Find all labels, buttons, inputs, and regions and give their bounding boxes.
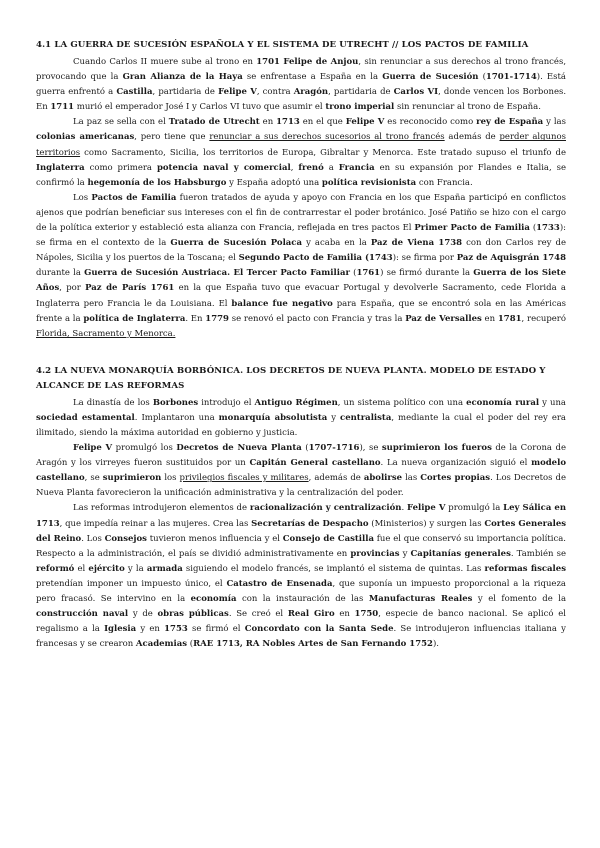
text-run: , que impedía reinar a las mujeres. Crea las xyxy=(59,518,252,529)
text-run: , partidaria de xyxy=(152,87,219,98)
text-run: ). xyxy=(432,639,439,650)
bold-text: balance fue negativo xyxy=(231,298,333,309)
section-heading-4-1: 4.1 LA GUERRA DE SUCESIÓN ESPAÑOLA Y EL SISTEMA DE UTRECHT // LOS PACTOS DE FAMILIA xyxy=(36,40,529,50)
bold-text: Paz de Aquisgrán 1748 xyxy=(456,253,566,264)
text-run: y las xyxy=(543,117,566,128)
underlined-text: privilegios fiscales y militares xyxy=(179,473,309,484)
text-run: . También se xyxy=(510,548,566,559)
bold-text: 1753 xyxy=(164,624,188,635)
bold-text: frenó xyxy=(298,162,324,173)
text-run: como primera xyxy=(84,162,157,173)
section-heading-4-2: 4.2 LA NUEVA MONARQUÍA BORBÓNICA. LOS DECRETOS DE NUEVA PLANTA. MODELO DE ESTADO Y ALCANCE DE LAS REFORMAS xyxy=(36,365,546,391)
text-run: . Se introdujeron influencias italiana y francesas y se crearon xyxy=(36,624,566,650)
bold-text: reformó xyxy=(36,563,75,574)
bold-text: Paz de Versalles xyxy=(405,313,482,324)
bold-text: Castilla xyxy=(116,87,153,98)
text-run: en xyxy=(481,313,498,324)
text-run: se enfrentase a España en la xyxy=(242,72,383,83)
text-run: a xyxy=(323,162,339,173)
text-run: ( xyxy=(478,72,486,83)
paragraph-bourbon-dynasty xyxy=(36,396,566,441)
bold-text: Tratado de Utrecht xyxy=(168,117,260,128)
bold-text: abolirse xyxy=(363,473,403,484)
text-run: y una xyxy=(539,397,566,408)
underlined-text: perder algunos territorios xyxy=(36,132,566,158)
bold-text: Aragón xyxy=(293,87,329,98)
paragraph-succession-war xyxy=(36,55,566,115)
bold-text: potencia naval y comercial xyxy=(156,162,291,173)
text-run: es reconocido como xyxy=(384,117,477,128)
text-run: y la xyxy=(124,563,147,574)
bold-text: obras públicas xyxy=(157,609,229,620)
text-run: con Francia. xyxy=(416,177,473,188)
text-run: . xyxy=(401,503,407,514)
text-run: , sin renunciar a sus derechos al trono francés, provocando que la xyxy=(36,57,567,83)
text-run: ): se firma por xyxy=(392,253,457,264)
text-run: (Ministerios) y surgen las xyxy=(368,518,485,529)
text-run: y de xyxy=(128,609,158,620)
text-run: . Los xyxy=(81,533,105,544)
bold-text: modelo castellano xyxy=(36,458,566,484)
bold-text: Felipe V xyxy=(407,503,446,514)
text-run: en xyxy=(334,609,355,620)
text-run: , mediante la cual el poder del rey era ilimitado, siendo la máxima autoridad en gobierno y justicia. xyxy=(36,412,566,438)
text-run: , partidaria de xyxy=(328,87,394,98)
bold-text: Capitán General castellano xyxy=(249,458,381,469)
bold-text: suprimieron xyxy=(102,473,162,484)
paragraph-nueva-planta xyxy=(36,441,566,501)
bold-text: 1701-1714 xyxy=(485,72,537,83)
text-run: , se xyxy=(84,473,103,484)
text-run: Las reformas introdujeron elementos de xyxy=(73,503,250,514)
bold-text: 1761 xyxy=(356,268,381,279)
text-run: . Implantaron una xyxy=(134,412,219,423)
text-run: además de xyxy=(444,132,500,143)
text-run: las xyxy=(402,473,421,484)
bold-text: Francia xyxy=(338,162,375,173)
bold-text: Paz de Viena 1738 xyxy=(370,238,463,249)
bold-text: Felipe V xyxy=(218,87,257,98)
bold-text: Cortes Generales del Reino xyxy=(36,518,567,544)
text-run: de la Corona de Aragón y los virreyes fueron sustituidos por un xyxy=(36,443,566,469)
bold-text: centralista xyxy=(340,412,392,423)
text-run: con don Carlos rey de Nápoles, Sicilia y los puertos de la Toscana; el xyxy=(36,238,566,264)
text-run: ) se firmó durante la xyxy=(380,268,474,279)
text-run: , especie de banco nacional. Se aplicó el regalismo a la xyxy=(36,609,566,635)
text-run: . La nueva organización siguió el xyxy=(380,458,532,469)
bold-text: Guerra de Sucesión Polaca xyxy=(170,238,302,249)
bold-text: colonias americanas xyxy=(36,132,135,143)
bold-text: 1779 xyxy=(205,313,229,324)
text-run: , que suponía un impuesto proporcional a la riqueza pero fracasó. Se intervino en la xyxy=(36,578,567,604)
text-run: ). Está guerra enfrentó a xyxy=(36,72,566,98)
text-run: murió el emperador José I y Carlos VI tuvo que asumir el xyxy=(74,102,326,113)
bold-text: Concordato con la Santa Sede xyxy=(244,624,394,635)
bold-text: Real Giro xyxy=(287,609,335,620)
bold-text: suprimieron los fueros xyxy=(381,443,492,454)
bold-text: 1750 xyxy=(354,609,379,620)
text-run: y xyxy=(327,412,341,423)
text-run: se renovó el pacto con Francia y tras la xyxy=(228,313,406,324)
bold-text: 1707-1716 xyxy=(308,443,360,454)
bold-text: armada xyxy=(146,563,183,574)
bold-text: 1701 Felipe de Anjou xyxy=(256,57,359,67)
bold-text: Guerra de los Siete Años xyxy=(36,268,566,294)
text-run: ), se xyxy=(359,443,382,454)
paragraph-treaty-utrecht xyxy=(36,115,566,190)
bold-text: Academias xyxy=(135,639,188,650)
bold-text: monarquía absolutista xyxy=(218,412,328,423)
text-run: sin renunciar al trono de España. xyxy=(394,102,541,113)
bold-text: economía rural xyxy=(466,397,540,408)
bold-text: Ley Sálica en 1713 xyxy=(36,503,567,529)
underlined-text: renunciar a sus derechos sucesorios al trono francés xyxy=(209,132,445,143)
text-run: tuvieron menos influencia y el xyxy=(146,533,283,544)
text-run: para España, que se encontró sola en las Américas frente a la xyxy=(36,298,567,324)
bold-text: 1781 xyxy=(497,313,522,324)
text-run: , contra xyxy=(256,87,294,98)
bold-text: RAE 1713, RA Nobles Artes de San Fernando 1752 xyxy=(193,639,433,650)
text-run: y España adoptó una xyxy=(226,177,322,188)
bold-text: trono imperial xyxy=(325,102,395,113)
text-run: durante la xyxy=(36,268,85,279)
bold-text: Antiguo Régimen xyxy=(254,397,338,408)
bold-text: rey de España xyxy=(476,117,544,128)
bold-text: Consejos xyxy=(104,533,147,544)
bold-text: 1713 xyxy=(276,117,300,128)
text-run: con la instauración de las xyxy=(236,594,369,604)
text-run: se firmó el xyxy=(187,624,245,635)
text-run: y el fomento de la xyxy=(472,594,567,604)
bold-text: Guerra de Sucesión Austriaca. El Tercer Pacto Familiar xyxy=(84,268,350,279)
bold-text: Inglaterra xyxy=(36,162,85,173)
text-run: ( xyxy=(301,443,309,454)
bold-text: Consejo de Castilla xyxy=(282,533,374,544)
text-run: en el que xyxy=(299,117,346,128)
text-run: , donde vencen los Borbones. En xyxy=(36,87,567,113)
text-run: , además de xyxy=(308,473,364,484)
bold-text: Felipe V xyxy=(73,443,113,454)
bold-text: 1711 xyxy=(50,102,75,113)
bold-text: racionalización y centralización xyxy=(249,503,402,514)
text-run: . Los Decretos de Nueva Planta favorecieron la unificación administrativa y la centralización del poder. xyxy=(36,473,566,499)
text-run: , por xyxy=(59,283,86,294)
text-run: en xyxy=(259,117,277,128)
text-run: y acaba en la xyxy=(302,238,371,249)
text-run: ( xyxy=(349,268,357,279)
text-run: promulgó la xyxy=(445,503,504,514)
text-run: el xyxy=(74,563,89,574)
text-run: , recuperó xyxy=(521,313,566,324)
text-run: ): se firma en el contexto de la xyxy=(36,223,566,249)
bold-text: 1733 xyxy=(536,223,560,234)
text-run: en la que España tuvo que evacuar Portugal y devolverle Sacramento, cede Florida a Inglaterra pero Francia le da Louisiana. El xyxy=(36,283,566,309)
text-run: , pero tiene que xyxy=(134,132,210,143)
bold-text: reformas fiscales xyxy=(484,563,566,574)
bold-text: Carlos VI xyxy=(393,87,439,98)
bold-text: Felipe V xyxy=(345,117,385,128)
bold-text: política de Inglaterra xyxy=(83,313,186,324)
bold-text: Iglesia xyxy=(104,624,137,635)
text-run: siguiendo el modelo francés, se implantó el sistema de quintas. Las xyxy=(182,563,485,574)
text-run: , un sistema político con una xyxy=(337,397,467,408)
text-run: La dinastía de los xyxy=(73,397,153,408)
bold-text: Cortes propias xyxy=(420,473,491,484)
text-run: Cuando Carlos II muere sube al trono en xyxy=(73,57,257,67)
bold-text: construcción naval xyxy=(36,609,129,620)
text-run: en su expansión por Flandes e Italia, se confirmó la xyxy=(36,162,567,188)
text-run: , xyxy=(290,162,299,173)
bold-text: Pactos de Familia xyxy=(91,192,177,203)
text-run: . Se creó el xyxy=(228,609,288,620)
text-run: ( xyxy=(187,639,194,650)
text-run: y en xyxy=(136,624,165,635)
text-run: pretendían imponer un impuesto único, el xyxy=(36,578,227,589)
text-run: los xyxy=(161,473,180,484)
bold-text: Capitanías generales xyxy=(410,548,511,559)
bold-text: hegemonía de los Habsburgo xyxy=(87,177,227,188)
underlined-text: Florida, Sacramento y Menorca. xyxy=(36,328,176,339)
bold-text: Guerra de Sucesión xyxy=(382,72,479,83)
text-run: La paz se sella con el xyxy=(73,117,169,128)
bold-text: Borbones xyxy=(152,397,199,408)
text-run: fue el que conservó su importancia política. Respecto a la administración, el país se dividió administrativamente en xyxy=(36,533,567,559)
bold-text: Catastro de Ensenada xyxy=(226,578,333,589)
bold-text: política revisionista xyxy=(321,177,417,188)
text-run: promulgó los xyxy=(112,443,177,454)
bold-text: ejército xyxy=(88,563,125,574)
text-run: ( xyxy=(529,223,537,234)
text-run: como Sacramento, Sicilia, los territorios de Europa, Gibraltar y Menorca. Este tratado supuso el triunfo de xyxy=(80,147,566,158)
bold-text: Segundo Pacto de Familia (1743 xyxy=(238,253,393,264)
text-run: y xyxy=(399,548,411,559)
bold-text: provincias xyxy=(350,548,400,559)
bold-text: Manufacturas Reales xyxy=(368,594,473,604)
bold-text: Paz de París 1761 xyxy=(85,283,175,294)
text-run: introdujo el xyxy=(198,397,255,408)
bold-text: economía xyxy=(190,594,237,604)
text-run: . En xyxy=(185,313,206,324)
bold-text: Decretos de Nueva Planta xyxy=(176,443,302,454)
paragraph-reforms xyxy=(36,501,566,652)
bold-text: Primer Pacto de Familia xyxy=(414,223,530,234)
bold-text: Gran Alianza de la Haya xyxy=(122,72,243,83)
bold-text: sociedad estamental xyxy=(36,412,135,423)
bold-text: Secretarías de Despacho xyxy=(251,518,369,529)
text-run: fueron tratados de ayuda y apoyo con Francia en los que España participó en conflictos ajenos que podrían beneficiar sus intereses con el fin de contrarrestar el poder brotánico. José Patiño se hizo con el cargo de la política exterior y estableció esta alianza con Francia, reflejada en tres pactos El xyxy=(36,192,566,234)
paragraph-family-pacts xyxy=(36,191,566,342)
text-run: Los xyxy=(73,192,92,203)
